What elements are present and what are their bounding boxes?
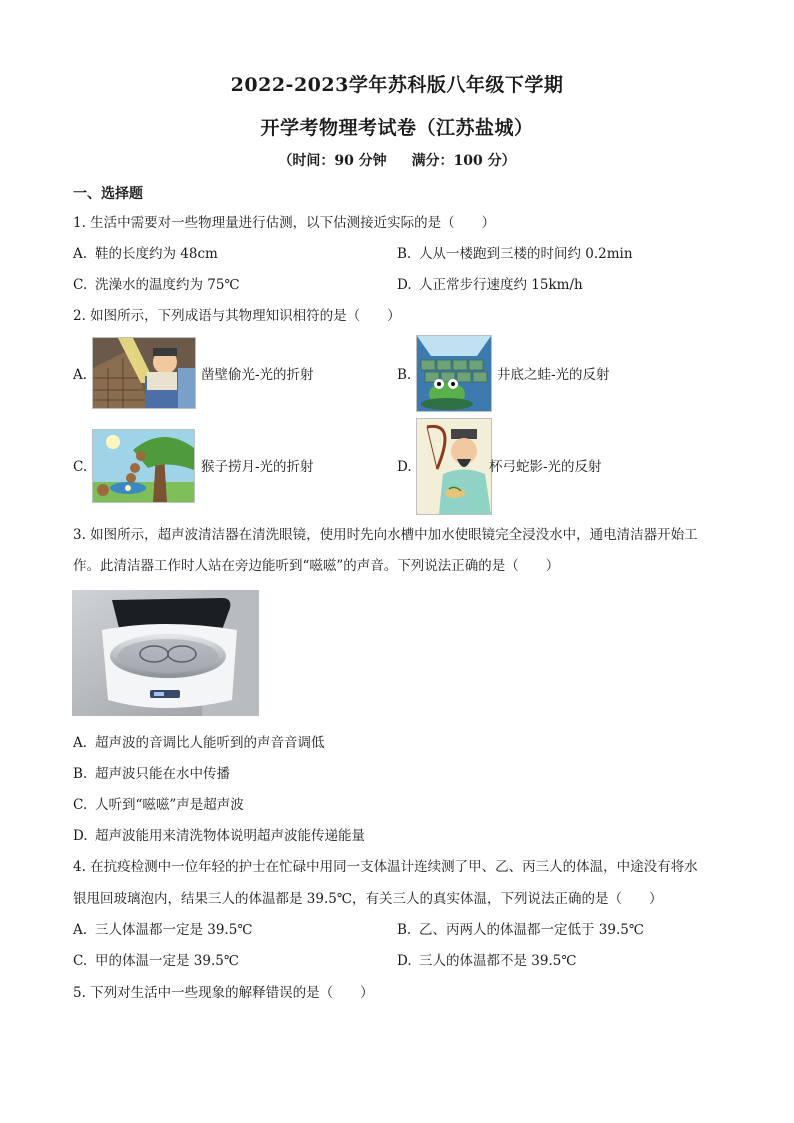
option-text: 三人体温都一定是 39.5℃ (95, 922, 253, 938)
option-text: 人从一楼跑到三楼的时间约 0.2min (419, 246, 633, 262)
q2-option-d-letter: D. (397, 459, 412, 475)
q2-option-c-text: 猴子捞月-光的折射 (201, 459, 314, 475)
q5-stem: 5. 下列对生活中一些现象的解释错误的是（ ） (73, 985, 374, 1001)
section-heading: 一、选择题 (73, 186, 143, 202)
option-text: 人听到“嗞嗞”声是超声波 (95, 797, 244, 813)
q2-image-c-monkey-moon (92, 429, 195, 503)
q2-image-d-bow-snake (416, 418, 492, 515)
option-text: 乙、丙两人的体温都一定低于 39.5℃ (419, 922, 644, 938)
q3-option-a (73, 734, 325, 752)
q2-option-b-letter: B. (397, 367, 412, 383)
option-letter: C. (73, 277, 88, 293)
q2-image-b-frog-well (416, 335, 492, 412)
option-letter: B. (73, 766, 88, 782)
option-text: 洗澡水的温度约为 75℃ (95, 277, 240, 293)
option-letter: C. (73, 797, 88, 813)
bow-snake-illustration (417, 419, 491, 514)
ultrasonic-cleaner-photo (72, 590, 259, 716)
q2-option-c-letter: C. (73, 459, 88, 475)
exam-title-line2: 开学考物理考试卷（江苏盐城） (260, 117, 534, 139)
exam-subtitle (0, 150, 794, 170)
frog-well-illustration (417, 336, 491, 411)
q2-option-a-letter: A. (73, 367, 88, 383)
option-letter: D. (73, 828, 88, 844)
q3-stem-line2: 作。此清洁器工作时人站在旁边能听到“嗞嗞”的声音。下列说法正确的是（ ） (73, 558, 560, 574)
q3-image-ultrasonic-cleaner (72, 590, 259, 716)
option-text: 人正常步行速度约 15km/h (419, 277, 583, 293)
option-text: 三人的体温都不是 39.5℃ (419, 953, 577, 969)
wall-light-illustration (93, 338, 195, 408)
exam-score: 满分：100 分） (411, 153, 516, 169)
option-letter: A. (73, 922, 88, 938)
option-letter: D. (397, 953, 412, 969)
q4-option-d (397, 952, 576, 970)
q1-option-a (73, 245, 218, 263)
exam-time: （时间：90 分钟 (278, 153, 387, 169)
q2-image-a-wall-light (92, 337, 196, 409)
q2-option-b-text: 井底之蛙-光的反射 (497, 367, 610, 383)
q4-stem-line1: 4. 在抗疫检测中一位年轻的护士在忙碌中用同一支体温计连续测了甲、乙、丙三人的体温，中途没有将水 (73, 859, 698, 875)
q3-option-d (73, 827, 365, 845)
exam-title-line1: 2022-2023学年苏科版八年级下学期 (230, 74, 564, 96)
q3-stem-line1: 3. 如图所示，超声波清洁器在清洗眼镜，使用时先向水槽中加水使眼镜完全浸没水中，通电清洁器开始工 (73, 527, 698, 543)
option-letter: D. (397, 277, 412, 293)
option-text: 甲的体温一定是 39.5℃ (95, 953, 239, 969)
option-letter: A. (73, 246, 88, 262)
option-text: 超声波的音调比人能听到的声音音调低 (95, 735, 325, 751)
q4-option-c (73, 952, 239, 970)
q1-option-b (397, 245, 633, 263)
q1-option-d (397, 276, 583, 294)
option-text: 超声波只能在水中传播 (95, 766, 230, 782)
q4-option-a (73, 921, 252, 939)
q4-stem-line2: 银甩回玻璃泡内，结果三人的体温都是 39.5℃，有关三人的真实体温，下列说法正确的是（ ） (73, 891, 663, 907)
q4-option-b (397, 921, 644, 939)
monkey-moon-illustration (93, 430, 194, 502)
q1-stem: 1. 生活中需要对一些物理量进行估测，以下估测接近实际的是（ ） (73, 215, 496, 231)
option-letter: B. (397, 246, 412, 262)
option-letter: B. (397, 922, 412, 938)
q2-option-a-text: 凿壁偷光-光的折射 (201, 367, 314, 383)
option-text: 鞋的长度约为 48cm (95, 246, 218, 262)
q2-stem: 2. 如图所示，下列成语与其物理知识相符的是（ ） (73, 308, 401, 324)
q3-option-b (73, 765, 230, 783)
q1-option-c (73, 276, 240, 294)
option-letter: C. (73, 953, 88, 969)
q2-option-d-text: 杯弓蛇影-光的反射 (489, 459, 602, 475)
q3-option-c (73, 796, 244, 814)
option-text: 超声波能用来清洗物体说明超声波能传递能量 (95, 828, 365, 844)
option-letter: A. (73, 735, 88, 751)
